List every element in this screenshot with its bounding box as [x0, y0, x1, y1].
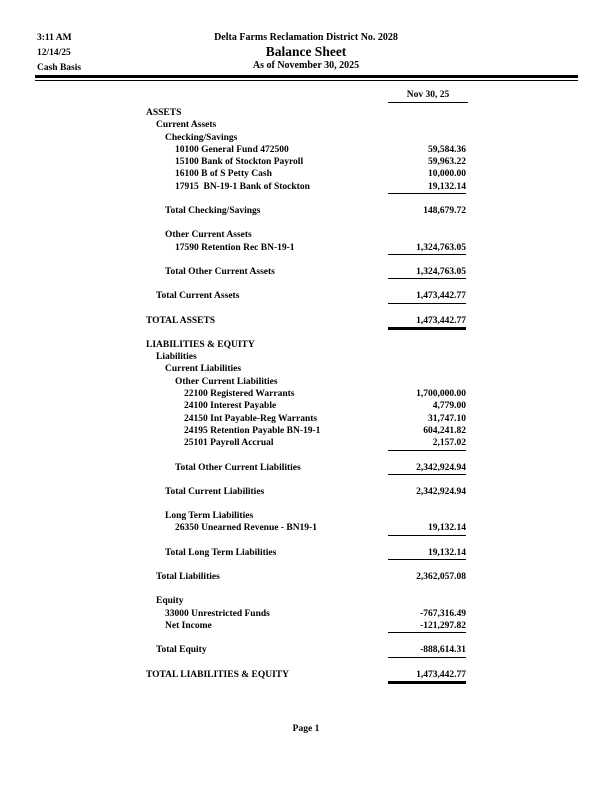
report-row [146, 339, 578, 351]
row-amount: 10,000.00 [428, 169, 466, 180]
row-amount: 4,779.00 [432, 401, 466, 412]
report-row [146, 144, 578, 156]
row-amount: 1,473,442.77 [388, 315, 466, 330]
row-label: Total Other Current Liabilities [175, 462, 301, 473]
row-amount: -888,614.31 [388, 644, 466, 657]
row-amount: 1,473,442.77 [388, 290, 466, 303]
row-label: 10100 General Fund 472500 [175, 144, 289, 155]
row-label: Total Current Liabilities [165, 486, 265, 497]
row-label: 24150 Int Payable-Reg Warrants [184, 413, 318, 424]
report-row [146, 363, 578, 375]
row-label: Equity [156, 596, 184, 607]
report-row [146, 290, 578, 302]
row-label: 17590 Retention Rec BN-19-1 [175, 242, 295, 253]
report-row [146, 156, 578, 168]
row-amount: 148,679.72 [423, 206, 466, 217]
report-rows [146, 107, 578, 681]
report-period: As of November 30, 2025 [252, 60, 360, 71]
report-row [146, 388, 578, 400]
row-label: Total Current Assets [156, 291, 240, 302]
page-number: Page 1 [292, 724, 320, 734]
row-label: ASSETS [146, 108, 182, 118]
report-basis: Cash Basis [37, 63, 82, 73]
report-row [146, 132, 578, 144]
report-row [146, 413, 578, 425]
row-label: 26350 Unearned Revenue - BN19-1 [175, 523, 317, 534]
column-header-date: Nov 30, 25 [388, 90, 468, 103]
report-row [146, 181, 578, 193]
row-label: Liabilities [156, 352, 197, 363]
row-label: Net Income [165, 620, 212, 631]
row-label: 33000 Unrestricted Funds [165, 608, 270, 619]
title-block [0, 32, 612, 73]
row-label: 22100 Registered Warrants [184, 389, 295, 400]
report-row [146, 351, 578, 363]
row-amount: 2,342,924.94 [388, 462, 466, 475]
report-row [146, 486, 578, 498]
row-amount: 59,584.36 [428, 144, 466, 155]
row-amount: 604,241.82 [423, 425, 466, 436]
row-label: 17915 BN-19-1 Bank of Stockton [175, 181, 310, 192]
row-label: 25101 Payroll Accrual [184, 438, 274, 449]
row-label: Total Checking/Savings [165, 206, 261, 217]
print-date: 12/14/25 [37, 48, 71, 58]
company-name: Delta Farms Reclamation District No. 2028 [214, 32, 398, 43]
report-row [146, 315, 578, 327]
report-row [146, 608, 578, 620]
row-amount: 19,132.14 [388, 522, 466, 535]
row-amount: 1,324,763.05 [388, 266, 466, 279]
row-amount: 2,362,057.08 [416, 572, 466, 583]
row-label: Checking/Savings [165, 132, 238, 143]
report-row [146, 119, 578, 131]
report-row [146, 168, 578, 180]
row-amount: 31,747.10 [428, 413, 466, 424]
row-amount: 19,132.14 [388, 547, 466, 560]
row-label: TOTAL LIABILITIES & EQUITY [146, 669, 289, 680]
row-amount: 2,342,924.94 [416, 486, 466, 497]
row-amount: 59,963.22 [428, 157, 466, 168]
report-row [146, 620, 578, 632]
row-amount: -121,297.82 [388, 620, 466, 633]
row-label: Current Liabilities [165, 364, 242, 375]
header-divider [35, 75, 578, 81]
report-row [146, 107, 578, 119]
report-row [146, 205, 578, 217]
row-label: 16100 B of S Petty Cash [175, 169, 272, 180]
report-row [146, 376, 578, 388]
row-amount: 1,473,442.77 [388, 669, 466, 684]
report-row [146, 437, 578, 449]
row-label: Long Term Liabilities [165, 511, 254, 522]
row-label: Other Current Liabilities [175, 376, 278, 387]
report-title: Balance Sheet [265, 44, 347, 59]
report-row [146, 229, 578, 241]
report-row [146, 242, 578, 254]
row-label: 24100 Interest Payable [184, 401, 277, 412]
report-row [146, 425, 578, 437]
row-label: Total Equity [156, 645, 207, 656]
report-row [146, 669, 578, 681]
row-label: TOTAL ASSETS [146, 315, 216, 326]
row-label: Other Current Assets [165, 230, 252, 241]
row-amount: 19,132.14 [388, 181, 466, 194]
row-amount: 1,324,763.05 [388, 242, 466, 255]
report-row [146, 400, 578, 412]
row-amount: -767,316.49 [420, 608, 466, 619]
report-row [146, 266, 578, 278]
row-label: 24195 Retention Payable BN-19-1 [184, 425, 321, 436]
row-label: Total Liabilities [156, 572, 220, 583]
report-row [146, 522, 578, 534]
report-row [146, 462, 578, 474]
row-label: LIABILITIES & EQUITY [146, 339, 255, 350]
report-row [146, 547, 578, 559]
row-label: Total Other Current Assets [165, 266, 275, 277]
row-amount: 2,157.02 [388, 437, 466, 450]
print-time: 3:11 AM [37, 33, 72, 43]
row-amount: 1,700,000.00 [416, 389, 466, 400]
row-label: 15100 Bank of Stockton Payroll [175, 157, 304, 168]
report-row [146, 595, 578, 607]
report-row [146, 571, 578, 583]
row-label: Current Assets [156, 120, 217, 131]
row-label: Total Long Term Liabilities [165, 547, 277, 558]
report-row [146, 644, 578, 656]
report-row [146, 510, 578, 522]
